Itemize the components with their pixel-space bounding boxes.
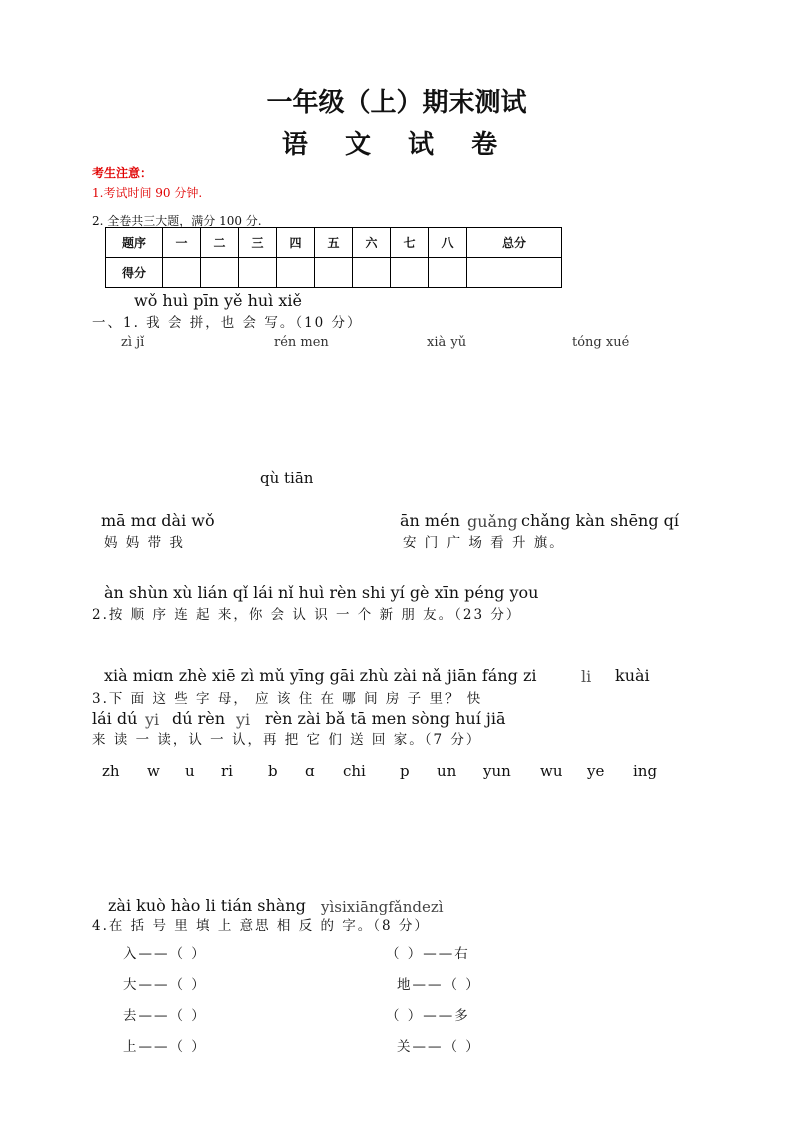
antonym-blank-right-4[interactable]: 关——（ ） (397, 1039, 481, 1055)
table-header-cell: 八 (429, 228, 467, 258)
antonym-blank-left-2[interactable]: 大——（ ） (123, 977, 207, 993)
table-header-cell: 总分 (467, 228, 562, 258)
table-header-cell: 一 (163, 228, 201, 258)
table-row-label: 得分 (106, 258, 163, 288)
q1-word-1: zì jǐ (121, 335, 145, 350)
score-table-score-row (106, 258, 562, 288)
table-header-cell: 三 (239, 228, 277, 258)
q1-word-4: tóng xué (572, 335, 630, 350)
score-cell[interactable] (315, 258, 353, 288)
page-title: 一年级（上）期末测试 (266, 88, 527, 118)
letter-item[interactable]: yun (483, 762, 511, 780)
notice-line-1: 1.考试时间 90 分钟. (92, 186, 203, 200)
q3-pinyin-2-yi-2: yi (236, 710, 251, 729)
q1-instruction: 一、1. 我 会 拼，也 会 写。（10 分） (92, 315, 363, 331)
table-header-cell: 六 (353, 228, 391, 258)
q4-pinyin: zài kuò hào li tián shàng (108, 896, 306, 915)
score-cell[interactable] (353, 258, 391, 288)
score-table (105, 227, 562, 288)
table-header-cell: 四 (277, 228, 315, 258)
q4-instruction: 4.在 括 号 里 填 上 意思 相 反 的 字。（8 分） (92, 918, 430, 934)
page-subtitle: 语 文 试 卷 (281, 130, 512, 160)
antonym-blank-right-1[interactable]: （ ）——右 (386, 946, 470, 962)
letter-item[interactable]: wu (540, 762, 563, 780)
table-header-cell: 题序 (106, 228, 163, 258)
antonym-blank-left-1[interactable]: 入——（ ） (123, 946, 207, 962)
letter-item[interactable]: ri (221, 762, 233, 780)
antonym-blank-left-4[interactable]: 上——（ ） (123, 1039, 207, 1055)
q1-word-3: xià yǔ (427, 335, 467, 350)
antonym-blank-right-2[interactable]: 地——（ ） (397, 977, 481, 993)
letter-item[interactable]: u (185, 762, 195, 780)
table-header-cell: 七 (391, 228, 429, 258)
q1-row2-right-pinyin-c: chǎng kàn shēng qí (521, 511, 680, 530)
antonym-blank-left-3[interactable]: 去——（ ） (123, 1008, 207, 1024)
letter-item[interactable]: b (268, 762, 278, 780)
score-cell[interactable] (467, 258, 562, 288)
q1-row2-left-text: 妈 妈 带 我 (104, 535, 185, 551)
score-cell[interactable] (429, 258, 467, 288)
notice-heading: 考生注意： (92, 166, 153, 180)
q3-pinyin-2a: lái dú (92, 709, 138, 728)
notice-line-2: 2. 全卷共三大题，满分 100 分. (92, 214, 262, 228)
q2-pinyin: àn shùn xù lián qǐ lái nǐ huì rèn shi yí gè xīn péng you (104, 583, 539, 602)
q3-instruction-1: 3.下 面 这 些 字 母， 应 该 住 在 哪 间 房 子 里？ 快 (92, 691, 483, 707)
letter-item[interactable]: p (400, 762, 410, 780)
q4-pinyin-gray: yìsixiāngfǎndezì (321, 898, 444, 916)
table-header-cell: 五 (315, 228, 353, 258)
q1-word-2: rén men (274, 335, 329, 350)
q3-instruction-2: 来 读 一 读，认 一 认，再 把 它 们 送 回 家。（7 分） (92, 732, 482, 748)
antonym-blank-right-3[interactable]: （ ）——多 (386, 1008, 470, 1024)
q3-pinyin-2-yi-1: yi (145, 710, 160, 729)
letter-item[interactable]: ing (633, 762, 658, 780)
q1-row2-right-pinyin-a: ān mén (400, 511, 460, 530)
score-cell[interactable] (201, 258, 239, 288)
score-cell[interactable] (391, 258, 429, 288)
table-header-cell: 二 (201, 228, 239, 258)
q1-row2-right-text: 安 门 广 场 看 升 旗。 (403, 535, 565, 551)
letter-item[interactable]: un (437, 762, 457, 780)
q3-pinyin-1-end: kuài (615, 666, 650, 685)
q1-row2-left-pinyin: mā mɑ dài wǒ (101, 511, 215, 530)
letter-item[interactable]: w (147, 762, 160, 780)
letter-item[interactable]: zh (102, 762, 120, 780)
q1-pinyin: wǒ huì pīn yě huì xiě (134, 291, 302, 310)
letter-item[interactable]: ye (587, 762, 605, 780)
letter-item[interactable]: ɑ (305, 762, 315, 780)
q3-pinyin-1: xià miɑn zhè xiē zì mǔ yīng gāi zhù zài nǎ jiān fáng zi (104, 666, 537, 685)
score-cell[interactable] (277, 258, 315, 288)
q2-instruction: 2.按 顺 序 连 起 来，你 会 认 识 一 个 新 朋 友。（23 分） (92, 607, 522, 623)
q3-pinyin-1-li: li (581, 667, 592, 686)
score-table-header-row (106, 228, 562, 258)
letter-item[interactable]: chi (343, 762, 366, 780)
score-cell[interactable] (239, 258, 277, 288)
q1-extra-pinyin: qù tiān (260, 469, 314, 487)
q1-row2-right-pinyin-b: guǎng (467, 512, 518, 531)
q3-pinyin-2c: rèn zài bǎ tā men sòng huí jiā (265, 709, 506, 728)
score-cell[interactable] (163, 258, 201, 288)
q3-pinyin-2b: dú rèn (172, 709, 226, 728)
